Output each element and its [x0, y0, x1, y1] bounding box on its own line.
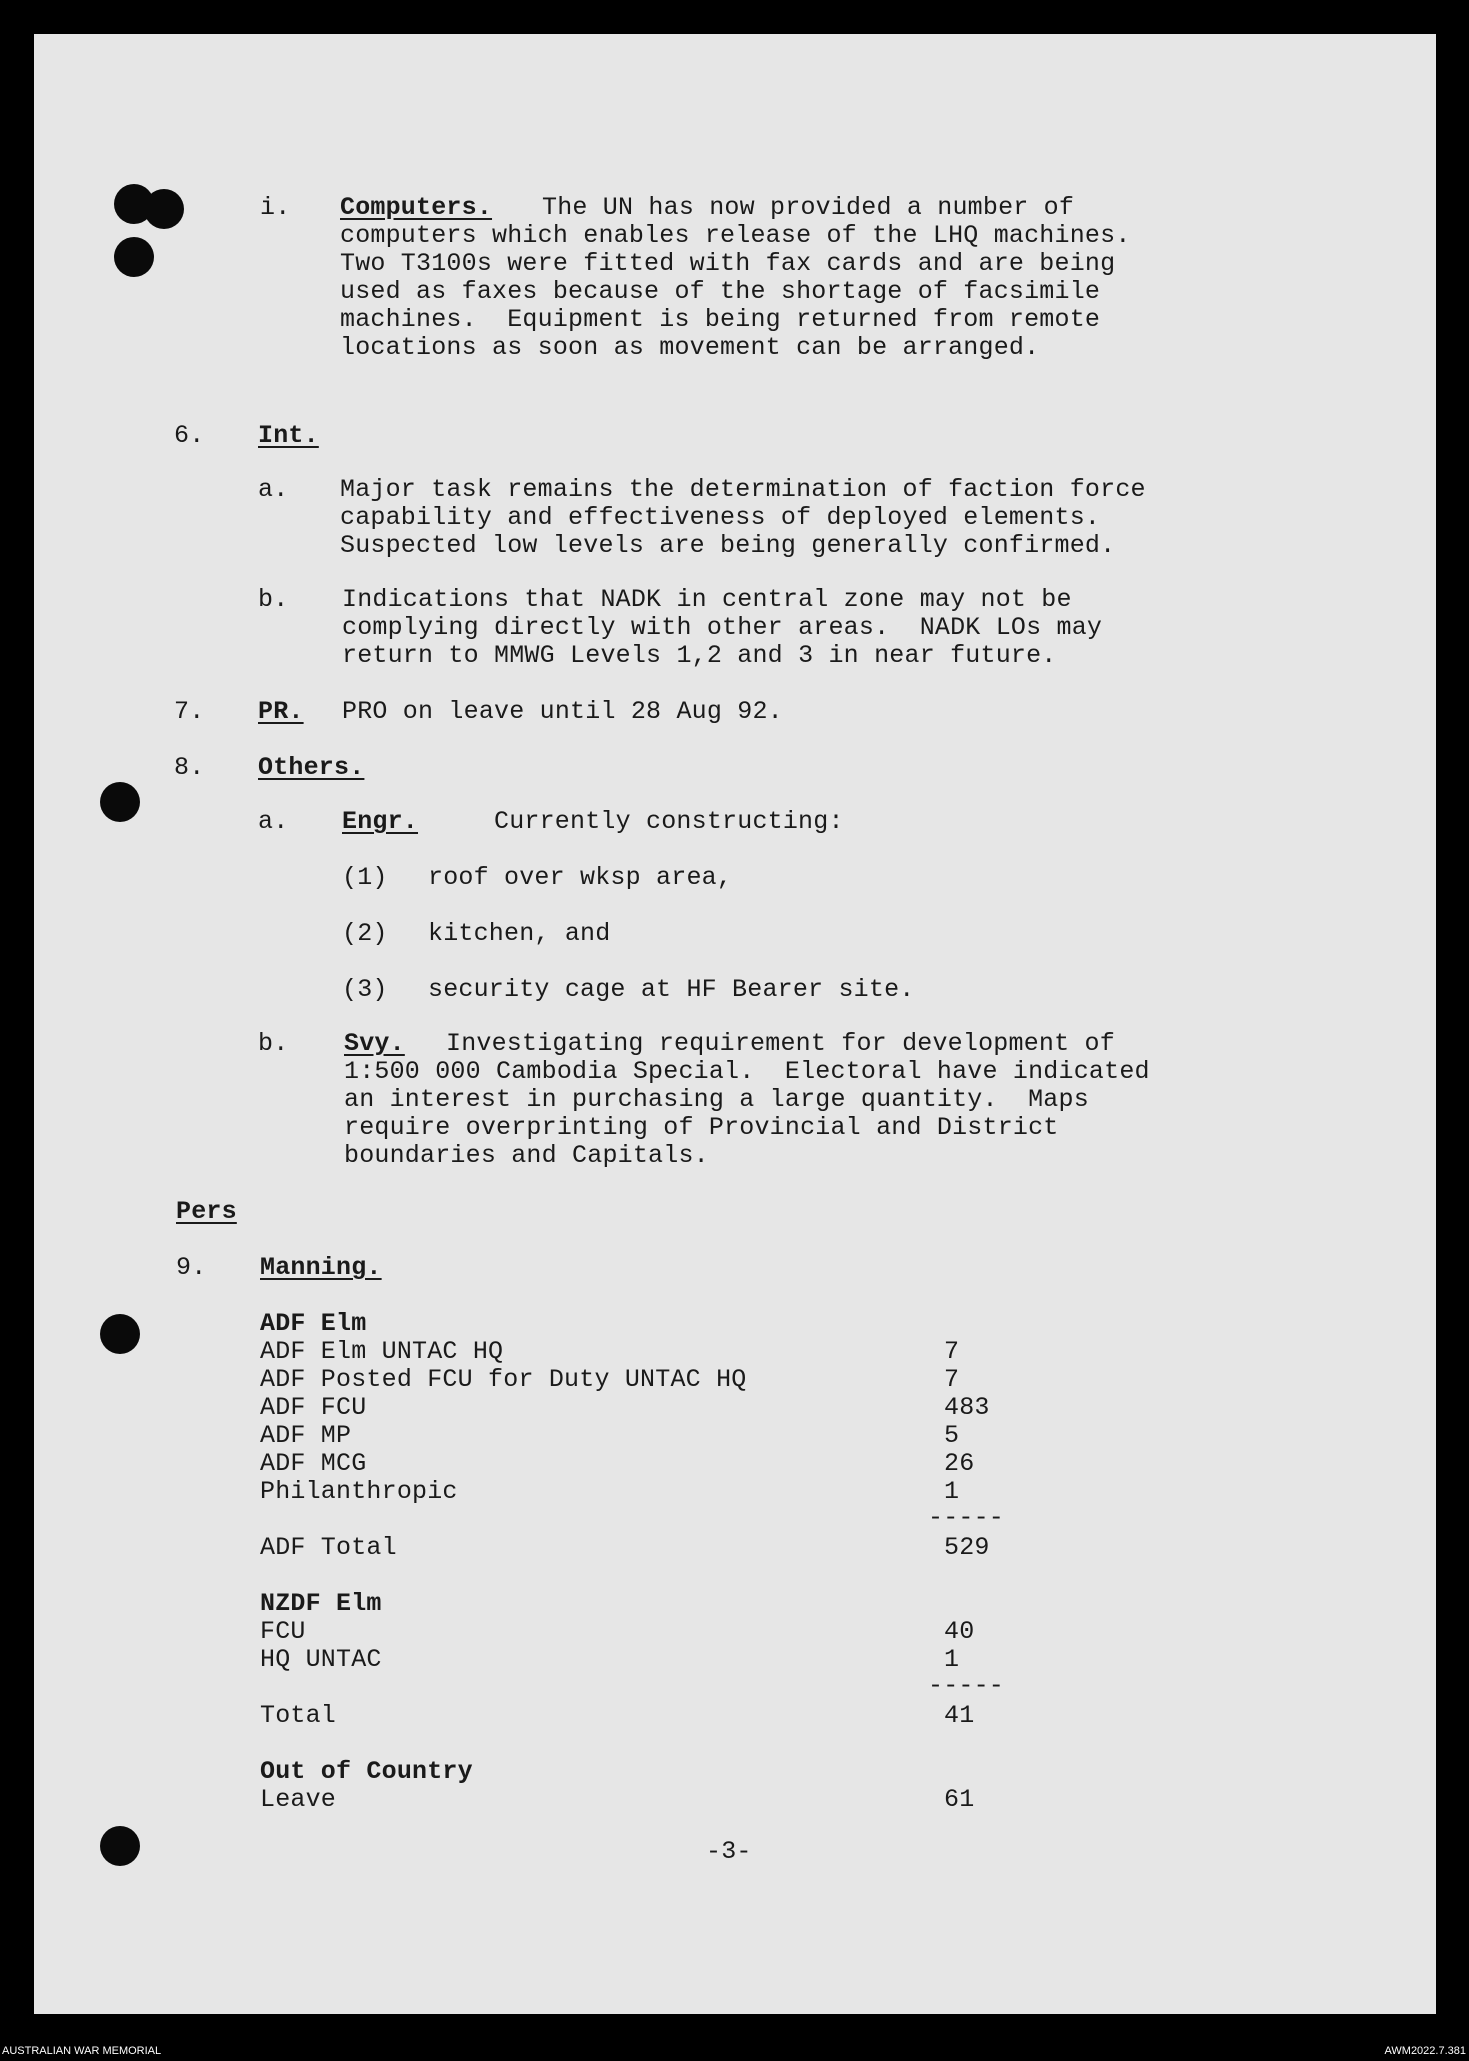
- table-row-value: 7: [944, 1337, 960, 1366]
- para-8b-number: b.: [258, 1029, 289, 1058]
- table-row-value: 7: [944, 1365, 960, 1394]
- nzdf-total-value: 41: [944, 1701, 975, 1730]
- section-i-line: used as faxes because of the shortage of facsimile: [340, 277, 1101, 306]
- footer-left-credit: AUSTRALIAN WAR MEMORIAL: [2, 2045, 162, 2057]
- para-8-number: 8.: [174, 753, 205, 782]
- section-i-line: computers which enables release of the LHQ machines.: [340, 221, 1131, 250]
- punch-hole: [100, 1826, 140, 1866]
- table-row-label: ADF MP: [260, 1421, 352, 1450]
- table-row-value: 61: [944, 1785, 975, 1814]
- pers-heading: Pers: [176, 1197, 237, 1226]
- para-6a-number: a.: [258, 475, 289, 504]
- table-row-label: FCU: [260, 1617, 306, 1646]
- table-row-value: 40: [944, 1617, 975, 1646]
- total-rule: -----: [928, 1671, 1005, 1700]
- section-i-line: Two T3100s were fitted with fax cards and are being: [340, 249, 1116, 278]
- footer-right-reference: AWM2022.7.381: [1384, 2045, 1466, 2057]
- punch-hole: [144, 189, 184, 229]
- para-8a-heading: Engr.: [342, 807, 419, 836]
- para-6a-line: capability and effectiveness of deployed elements.: [340, 503, 1101, 532]
- table-row-label: Philanthropic: [260, 1477, 458, 1506]
- para-8b-first-line: Investigating requirement for development of: [446, 1029, 1115, 1058]
- nzdf-heading: NZDF Elm: [260, 1589, 382, 1618]
- list-item-number: (2): [342, 919, 388, 948]
- para-7-text: PRO on leave until 28 Aug 92.: [342, 697, 783, 726]
- table-row-label: ADF Elm UNTAC HQ: [260, 1337, 504, 1366]
- list-item-number: (3): [342, 975, 388, 1004]
- list-item-number: (1): [342, 863, 388, 892]
- para-9-number: 9.: [176, 1253, 207, 1282]
- nzdf-total-label: Total: [260, 1701, 337, 1730]
- para-8-heading: Others.: [258, 753, 365, 782]
- out-of-country-heading: Out of Country: [260, 1757, 473, 1786]
- section-i-line: locations as soon as movement can be arranged.: [340, 333, 1040, 362]
- para-8a-number: a.: [258, 807, 289, 836]
- table-row-label: ADF FCU: [260, 1393, 367, 1422]
- punch-hole: [100, 1314, 140, 1354]
- table-row-label: ADF MCG: [260, 1449, 367, 1478]
- adf-heading: ADF Elm: [260, 1309, 367, 1338]
- table-row-value: 483: [944, 1393, 990, 1422]
- para-6b-line: return to MMWG Levels 1,2 and 3 in near future.: [342, 641, 1057, 670]
- para-8a-text: Currently constructing:: [494, 807, 844, 836]
- section-i-line: machines. Equipment is being returned from remote: [340, 305, 1101, 334]
- para-6a-line: Major task remains the determination of faction force: [340, 475, 1146, 504]
- table-row-value: 1: [944, 1477, 960, 1506]
- para-6b-number: b.: [258, 585, 289, 614]
- table-row-label: HQ UNTAC: [260, 1645, 382, 1674]
- section-i-line: The UN has now provided a number of: [542, 193, 1075, 222]
- para-8b-line: 1:500 000 Cambodia Special. Electoral have indicated: [344, 1057, 1150, 1086]
- document-page: [34, 34, 1436, 2014]
- para-6-heading: Int.: [258, 421, 319, 450]
- table-row-label: ADF Posted FCU for Duty UNTAC HQ: [260, 1365, 747, 1394]
- table-row-value: 26: [944, 1449, 975, 1478]
- para-6b-line: Indications that NADK in central zone may not be: [342, 585, 1072, 614]
- adf-total-label: ADF Total: [260, 1533, 397, 1562]
- table-row-value: 1: [944, 1645, 960, 1674]
- para-6b-line: complying directly with other areas. NADK LOs may: [342, 613, 1103, 642]
- para-8b-heading: Svy.: [344, 1029, 405, 1058]
- punch-hole: [114, 237, 154, 277]
- table-row-label: Leave: [260, 1785, 337, 1814]
- page-number: -3-: [706, 1837, 752, 1866]
- punch-hole: [100, 782, 140, 822]
- para-6a-line: Suspected low levels are being generally confirmed.: [340, 531, 1116, 560]
- section-i-number: i.: [260, 193, 291, 222]
- para-8b-line: an interest in purchasing a large quantity. Maps: [344, 1085, 1089, 1114]
- list-item-text: roof over wksp area,: [428, 863, 733, 892]
- para-9-heading: Manning.: [260, 1253, 382, 1282]
- adf-total-value: 529: [944, 1533, 990, 1562]
- para-8b-line: require overprinting of Provincial and District: [344, 1113, 1059, 1142]
- total-rule: -----: [928, 1503, 1005, 1532]
- section-i-heading: Computers.: [340, 193, 493, 222]
- para-7-number: 7.: [174, 697, 205, 726]
- list-item-text: security cage at HF Bearer site.: [428, 975, 915, 1004]
- para-6-number: 6.: [174, 421, 205, 450]
- table-row-value: 5: [944, 1421, 960, 1450]
- list-item-text: kitchen, and: [428, 919, 611, 948]
- para-8b-line: boundaries and Capitals.: [344, 1141, 709, 1170]
- para-7-heading: PR.: [258, 697, 304, 726]
